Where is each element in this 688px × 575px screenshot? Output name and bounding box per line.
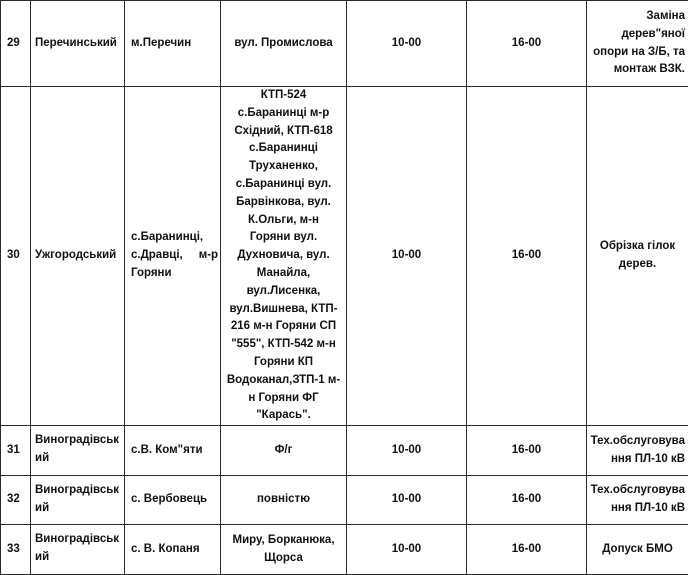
district-line: ий	[35, 450, 121, 468]
street-line: н Горяни ФГ	[224, 390, 343, 408]
settlement-cell	[125, 525, 221, 575]
work-line: ння ПЛ-10 кВ	[590, 451, 685, 469]
table-row	[1, 87, 688, 426]
district-cell	[31, 1, 125, 87]
district-line: ий	[35, 500, 121, 518]
end-time-cell: 16-00	[467, 87, 587, 426]
street-line: Східний, КТП-618	[224, 123, 343, 141]
street-line: с.Баранинці	[224, 140, 343, 158]
street-line: Труханенко,	[224, 158, 343, 176]
street-line: Манайла,	[224, 265, 343, 283]
street-line: Духновича, вул.	[224, 247, 343, 265]
settlement-line: м.Перечин	[131, 35, 217, 53]
district-line: Перечинський	[35, 35, 121, 53]
work-description-cell	[587, 87, 688, 426]
street-line: Горяни КП	[224, 354, 343, 372]
table-row	[1, 426, 688, 476]
start-time-cell: 10-00	[347, 476, 467, 525]
work-line: Допуск БМО	[590, 541, 685, 559]
settlement-cell	[125, 1, 221, 87]
row-number: 29	[1, 1, 31, 87]
district-cell	[31, 525, 125, 575]
work-line: ння ПЛ-10 кВ	[590, 500, 685, 518]
district-cell	[31, 426, 125, 476]
street-cell	[221, 525, 347, 575]
street-line: КТП-524	[224, 87, 343, 105]
work-description-cell	[587, 476, 688, 525]
start-time-cell: 10-00	[347, 426, 467, 476]
street-line: Щорса	[224, 550, 343, 568]
street-cell	[221, 476, 347, 525]
row-number: 30	[1, 87, 31, 426]
work-line: Тех.обслуговува	[590, 482, 685, 500]
street-line: Горяни вул.	[224, 229, 343, 247]
end-time-cell: 16-00	[467, 1, 587, 87]
work-line: дерев.	[590, 256, 685, 274]
work-description-cell	[587, 426, 688, 476]
district-cell	[31, 87, 125, 426]
end-time-cell: 16-00	[467, 476, 587, 525]
table-row	[1, 476, 688, 525]
street-line: вул.Вишнева, КТП-	[224, 301, 343, 319]
work-line: монтаж ВЗК.	[590, 61, 685, 79]
settlement-line: Горяни	[131, 265, 217, 283]
street-line: с.Баранинці вул.	[224, 176, 343, 194]
street-line: вул.Лисенка,	[224, 283, 343, 301]
start-time-cell: 10-00	[347, 525, 467, 575]
settlement-cell	[125, 476, 221, 525]
district-cell	[31, 476, 125, 525]
work-description-cell	[587, 1, 688, 87]
street-line: Ф/г	[224, 442, 343, 460]
street-line: Миру, Борканюка,	[224, 532, 343, 550]
table-row	[1, 525, 688, 575]
district-line: Виноградівськ	[35, 482, 121, 500]
settlement-line: с.Дравці, м-р	[131, 247, 217, 265]
start-time-cell: 10-00	[347, 87, 467, 426]
settlement-line: с. Вербовець	[131, 491, 217, 509]
work-line: Заміна	[590, 8, 685, 26]
street-line: 216 м-н Горяни СП	[224, 318, 343, 336]
work-line: дерев"яної	[590, 26, 685, 44]
settlement-line: с.В. Ком"яти	[131, 442, 217, 460]
district-line: Ужгородський	[35, 247, 121, 265]
work-line: опори на З/Б, та	[590, 44, 685, 62]
district-line: ий	[35, 549, 121, 567]
street-line: повністю	[224, 491, 343, 509]
street-line: Барвінкова, вул.	[224, 194, 343, 212]
district-line: Виноградівськ	[35, 432, 121, 450]
settlement-cell	[125, 87, 221, 426]
street-cell	[221, 1, 347, 87]
street-cell	[221, 87, 347, 426]
row-number: 31	[1, 426, 31, 476]
row-number: 33	[1, 525, 31, 575]
work-line: Обрізка гілок	[590, 238, 685, 256]
start-time-cell: 10-00	[347, 1, 467, 87]
work-line: Тех.обслуговува	[590, 433, 685, 451]
work-description-cell	[587, 525, 688, 575]
row-number: 32	[1, 476, 31, 525]
settlement-line: с.Баранинці,	[131, 229, 217, 247]
end-time-cell: 16-00	[467, 426, 587, 476]
street-cell	[221, 426, 347, 476]
street-line: Водоканал,ЗТП-1 м-	[224, 372, 343, 390]
street-line: "Карась".	[224, 407, 343, 425]
settlement-line: с. В. Копаня	[131, 541, 217, 559]
settlement-cell	[125, 426, 221, 476]
street-line: "555", КТП-542 м-н	[224, 336, 343, 354]
street-line: вул. Промислова	[224, 35, 343, 53]
district-line: Виноградівськ	[35, 531, 121, 549]
street-line: К.Ольги, м-н	[224, 212, 343, 230]
street-line: с.Баранинці м-р	[224, 105, 343, 123]
table-row	[1, 1, 688, 87]
end-time-cell: 16-00	[467, 525, 587, 575]
